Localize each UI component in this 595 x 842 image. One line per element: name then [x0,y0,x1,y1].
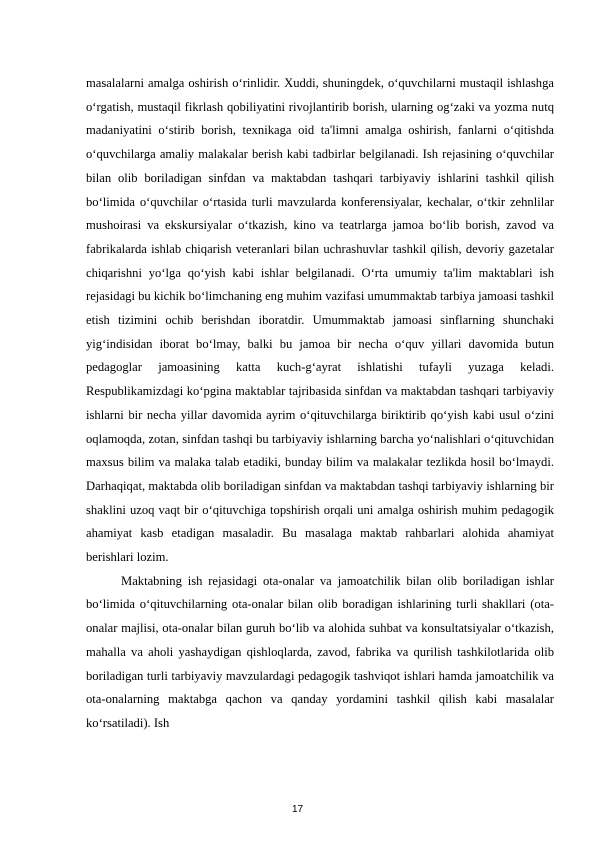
body-text [86,72,554,736]
page-number: 17 [291,804,304,815]
paragraph-continuation: masalalarni amalga oshirish o‘rinlidir. Xuddi, shuningdek, o‘quvchilarni mustaqil ishlashga o‘rgatish, mustaqil fikrlash qobiliyatini rivojlantirib borish, ularning og‘zaki va yozma nutq madaniyatini o‘stirib borish, texnikaga oid ta'limni amalga oshirish, fanlarni o‘qitishda o‘quvchilarga amaliy malakalar berish kabi tadbirlar belgilanadi. Ish rejasining o‘quvchilar bilan olib boriladigan sinfdan va maktabdan tashqari tarbiyaviy ishlarini tashkil qilish bo‘limida o‘quvchilar o‘rtasida turli mavzularda konferensiyalar, kechalar, o‘tkir zehnlilar mushoirasi va ekskursiyalar o‘tkazish, kino va teatrlarga jamoa bo‘lib borish, zavod va fabrikalarda ishlab chiqarish veteranlari bilan uchrashuvlar tashkil qilish, devoriy gazetalar chiqarishni yo‘lga qo‘yish kabi ishlar belgilanadi. O‘rta umumiy ta'lim maktablari ish rejasidagi bu kichik bo‘limchaning eng muhim vazifasi umummaktab tarbiya jamoasi tashkil etish tizimini ochib berishdan iboratdir. Umummaktab jamoasi sinflarning shunchaki yig‘indisidan iborat bo‘lmay, balki bu jamoa bir necha o‘quv yillari davomida butun pedagoglar jamoasining katta kuch-g‘ayrat ishlatishi tufayli yuzaga keladi. Respublikamizdagi ko‘pgina maktablar tajribasida sinfdan va maktabdan tashqari tarbiyaviy ishlarni bir necha yillar davomida ayrim o‘qituvchilarga biriktirib qo‘yish kabi usul o‘zini oqlamoqda, zotan, sinfdan tashqi bu tarbiyaviy ishlarning barcha yo‘nalishlari o‘qituvchidan maxsus bilim va malaka talab etadiki, bunday bilim va malakalar tezlikda hosil bo‘lmaydi. Darhaqiqat, maktabda olib boriladigan sinfdan va maktabdan tashqi tarbiyaviy ishlarning bir shaklini uzoq vaqt bir o‘qituvchiga topshirish orqali uni amalga oshirish muhim pedagogik ahamiyat kasb etadigan masaladir. Bu masalaga maktab rahbarlari alohida ahamiyat berishlari lozim. [86,76,554,565]
paragraph-parents-community: Maktabning ish rejasidagi ota-onalar va jamoatchilik bilan olib boriladigan ishlar bo‘limida o‘qituvchilarning ota-onalar bilan olib boradigan ishlarining turli shakllari (ota-onalar majlisi, ota-onalar bilan guruh bo‘lib va alohida suhbat va konsultatsiyalar o‘tkazish, mahalla va aholi yashaydigan qishloqlarda, zavod, fabrika va qurilish tashkilotlarida olib boriladigan turli tarbiyaviy mavzulardagi pedagogik tashviqot ishlari hamda jamoatchilik va ota-onalarning maktabga qachon va qanday yordamini tashkil qilish kabi masalalar ko‘rsatiladi). Ish [86,573,554,730]
